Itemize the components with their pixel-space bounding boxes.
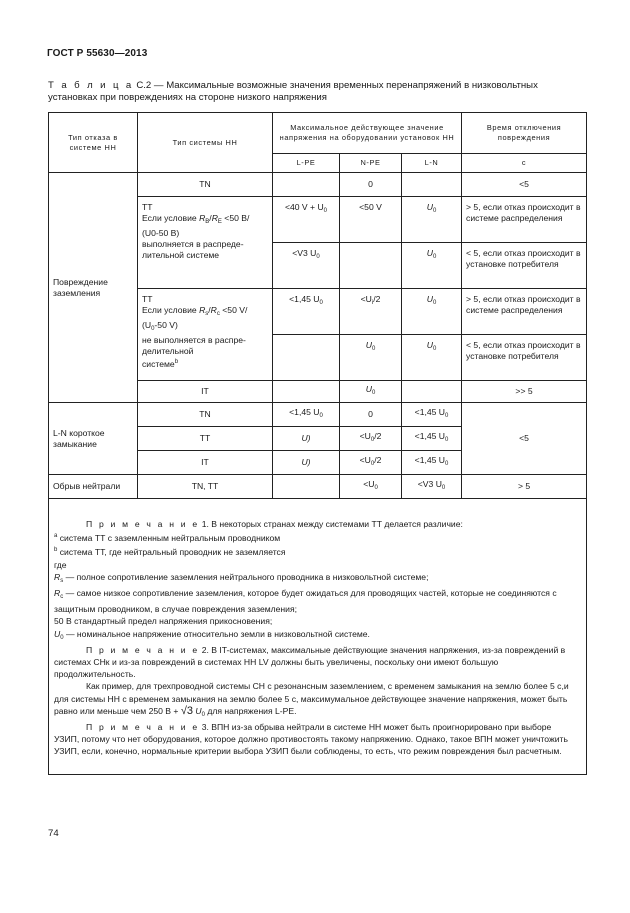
cell-npe: $<U_i/2$ xyxy=(340,289,402,335)
cell-lpe: <1,45 $U_0$ xyxy=(273,403,340,427)
system-tn: TN xyxy=(138,173,273,197)
where-label: где xyxy=(54,559,67,570)
header-system-type: Тип системы НН xyxy=(138,113,273,173)
cell-ln: <V3 $U_0$ xyxy=(402,475,462,499)
document-header: ГОСТ Р 55630—2013 xyxy=(47,48,148,59)
cell-empty xyxy=(273,475,340,499)
system-tn-tt: TN, TT xyxy=(138,475,273,499)
def-u0: $U_0$ — номинальное напряжение относительно земли в низковольтной системе. xyxy=(54,628,370,641)
page-number: 74 xyxy=(48,828,59,839)
table-caption xyxy=(48,80,586,104)
cell-lpe: <40 $V + U_0$ xyxy=(273,197,340,243)
cell-npe: 0 xyxy=(340,403,402,427)
cell-lpe: <1,45 $U_0$ xyxy=(273,289,340,335)
cell-npe: $<U_0/2$ xyxy=(340,427,402,451)
system-tt: TT xyxy=(138,427,273,451)
cell-npe: <50 V xyxy=(340,197,402,243)
group-earth-fault: Повреждение заземления xyxy=(49,173,138,403)
cell-ln: $U_0$ xyxy=(402,197,462,243)
cell-time: >> 5 xyxy=(462,381,587,403)
cell-time: > 5, если отказ происходит в системе распределения xyxy=(462,197,587,243)
cell-ln: <1,45 $U_0$ xyxy=(402,403,462,427)
caption-label: Т а б л и ц а xyxy=(48,80,134,91)
cell-npe: $<U_0/2$ xyxy=(340,451,402,475)
footnote-b: $^b$ система ТТ, где нейтральный проводник не заземляется xyxy=(54,547,286,558)
system-tt-condition-met: TT Если условие $R_B/R_E <50$ В/ (U0-50 В) выполняется в распреде- лительной системе xyxy=(138,197,273,289)
cell-time: > 5 xyxy=(462,475,587,499)
cell-time: < 5, если отказ происходит в установке потребителя xyxy=(462,243,587,289)
cell-empty xyxy=(340,243,402,289)
header-seconds: с xyxy=(462,154,587,173)
def-50v: 50 В стандартный предел напряжения прикосновения; xyxy=(54,616,273,627)
cell-time: < 5, если отказ происходит в установке потребителя xyxy=(462,335,587,381)
cell-ln: <1,45 $U_0$ xyxy=(402,451,462,475)
def-rc: $R_c$ — самое низкое сопротивление заземления, которое будет ожидаться для проводящих частей, которые не соединяются с защитным проводником, в случае повреждения заземления; xyxy=(54,588,557,615)
cell-time: > 5, если отказ происходит в системе распределения xyxy=(462,289,587,335)
header-ln: L-N xyxy=(402,154,462,173)
table-notes xyxy=(54,518,578,758)
system-tn: TN xyxy=(138,403,273,427)
header-fault-type: Тип отказа в системе НН xyxy=(49,113,138,173)
cell-lpe: <V3 $U_0$ xyxy=(273,243,340,289)
cell-npe: $<U_0$ xyxy=(340,475,402,499)
header-max-voltage: Максимальное действующее значение напряжения на оборудовании установок НН xyxy=(273,113,462,154)
footnote-a: $^a$ система ТТ с заземленным нейтральным проводником xyxy=(54,533,281,544)
cell-npe: $U_0$ xyxy=(340,335,402,381)
cell-empty xyxy=(402,381,462,403)
note-3: П р и м е ч а н и е 3. ВПН из-за обрыва нейтрали в системе НН может быть проигнорировано при выборе УЗИП, потому что нет оборудования, которое должно противостоять такому напряжению. Однако, такое ВПН может уничтожить УЗИП, если, конечно, нормальные критерии выбора УЗИП были соблюдены, то есть, что режим повреждения был расчетным. xyxy=(54,722,568,757)
cell-ln: $U_0$ xyxy=(402,289,462,335)
cell-time: <5 xyxy=(462,403,587,475)
cell-empty xyxy=(273,381,340,403)
system-it: IT xyxy=(138,451,273,475)
group-neutral-break: Обрыв нейтрали xyxy=(49,475,138,499)
cell-lpe: U) xyxy=(273,427,340,451)
system-it: IT xyxy=(138,381,273,403)
cell-empty xyxy=(402,173,462,197)
header-disconnect-time: Время отключения повреждения xyxy=(462,113,587,154)
note-1: П р и м е ч а н и е 1. В некоторых странах между системами ТТ делается различие: xyxy=(86,519,463,529)
group-ln-short-circuit: L-N короткое замыкание xyxy=(49,403,138,475)
cell-time: <5 xyxy=(462,173,587,197)
def-rs: $R_s$ — полное сопротивление заземления нейтрального проводника в низковольтной системе; xyxy=(54,571,429,584)
cell-empty xyxy=(273,335,340,381)
cell-ln: <1,45 $U_0$ xyxy=(402,427,462,451)
cell-ln: $U_0$ xyxy=(402,243,462,289)
cell-ln: $U_0$ xyxy=(402,335,462,381)
cell-npe: $U_0$ xyxy=(340,381,402,403)
cell-npe: 0 xyxy=(340,173,402,197)
header-npe: N-PE xyxy=(340,154,402,173)
cell-empty xyxy=(273,173,340,197)
cell-lpe: U) xyxy=(273,451,340,475)
caption-text: С.2 — Максимальные возможные значения временных перенапряжений в низковольтных установках при повреждениях на стороне низкого напряжения xyxy=(48,80,538,103)
sqrt-symbol: √3 xyxy=(180,704,193,717)
system-tt-condition-not-met: TT Если условие $R_s/R_c <50$ V/ ($U_0-50$ V) не выполняется в распре- делительной системе$^b$ xyxy=(138,289,273,381)
header-lpe: L-PE xyxy=(273,154,340,173)
note-2: П р и м е ч а н и е 2. В IT-системах, максимальные действующие значения напряжения, из-за повреждений в системах СНк и из-за повреждений в системах НН LV должны быть увеличены, поскольку они имеют большую продолжительность. xyxy=(54,644,566,680)
note-example: Как пример, для трехпроводной системы СН с резонансным заземлением, с временем замыкания на землю более 5 с,и для системы НН с временем замыкания на землю более 5 с, максимумальное действующее значение напряжения, может быть равно или меньше чем 250 В + √3 $U_0$ для напряжения L-PE. xyxy=(54,681,569,718)
